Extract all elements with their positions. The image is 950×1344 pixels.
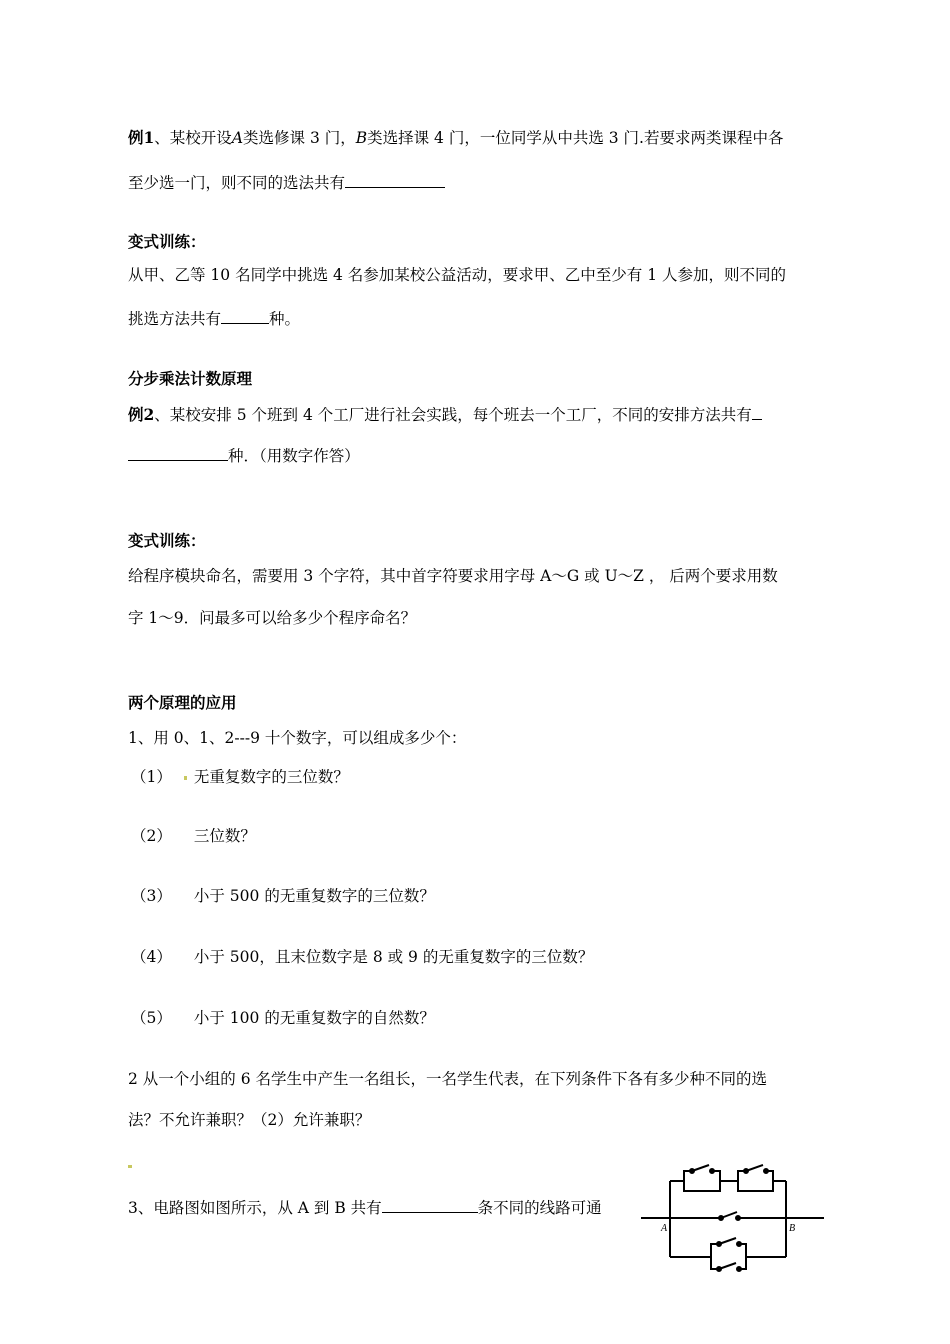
example-1-line-1: 例1、某校开设A类选修课 3 门，B类选择课 4 门，一位同学从中共选 3 门.若要求两类课程中各 xyxy=(128,128,784,147)
variant-2-line-2: 字 1～9．问最多可以给多少个程序命名？ xyxy=(128,609,417,627)
answer-blank[interactable] xyxy=(382,1196,478,1213)
example-1-label: 例1 xyxy=(128,128,155,147)
example-2-line-2: 种．（用数字作答） xyxy=(128,444,360,466)
question-2-line-1: 2 从一个小组的 6 名学生中产生一名组长，一名学生代表，在下列条件下各有多少种不同的选 xyxy=(128,1070,768,1088)
circuit-label-b: B xyxy=(789,1223,796,1234)
example-2-line-1: 例2、某校安排 5 个班到 4 个工厂进行社会实践，每个班去一个工厂，不同的安排方法共有 xyxy=(128,403,762,425)
answer-blank[interactable] xyxy=(345,171,445,188)
question-1-item: （2） 三位数？ xyxy=(131,827,256,845)
stray-mark xyxy=(128,1165,132,1168)
variant-heading-2: 变式训练： xyxy=(128,531,206,550)
question-3-text: 3、电路图如图所示，从 A 到 B 共有 条不同的线路可通 xyxy=(128,1196,602,1218)
variant-1-line-1: 从甲、乙等 10 名同学中挑选 4 名参加某校公益活动，要求甲、乙中至少有 1 人参加，则不同的 xyxy=(128,266,787,284)
section-heading-application: 两个原理的应用 xyxy=(128,693,237,712)
variant-2-line-1: 给程序模块命名，需要用 3 个字符，其中首字符要求用字母 A～G 或 U～Z ， 后两个要求用数 xyxy=(128,567,778,585)
question-2-line-2: 法？不允许兼职？（2）允许兼职？ xyxy=(128,1111,371,1129)
variant-heading-1: 变式训练： xyxy=(128,232,206,251)
stray-mark xyxy=(184,776,187,780)
section-heading-multiplication: 分步乘法计数原理 xyxy=(128,369,253,388)
variant-1-line-2: 挑选方法共有 种。 xyxy=(128,307,300,329)
circuit-diagram xyxy=(641,1161,826,1276)
question-1-stem: 1、用 0、1、2---9 十个数字，可以组成多少个： xyxy=(128,729,467,747)
question-1-item: （5） 小于 100 的无重复数字的自然数？ xyxy=(131,1009,435,1027)
question-1-item: （4） 小于 500，且末位数字是 8 或 9 的无重复数字的三位数？ xyxy=(131,948,594,966)
question-1-item: （3） 小于 500 的无重复数字的三位数？ xyxy=(131,887,435,905)
example-2-label: 例2 xyxy=(128,405,155,424)
circuit-label-a: A xyxy=(661,1223,668,1234)
example-1-line-2: 至少选一门，则不同的选法共有 xyxy=(128,171,445,193)
answer-blank[interactable] xyxy=(128,444,228,461)
question-1-item: （1） 无重复数字的三位数？ xyxy=(131,768,349,786)
answer-blank[interactable] xyxy=(221,307,269,324)
